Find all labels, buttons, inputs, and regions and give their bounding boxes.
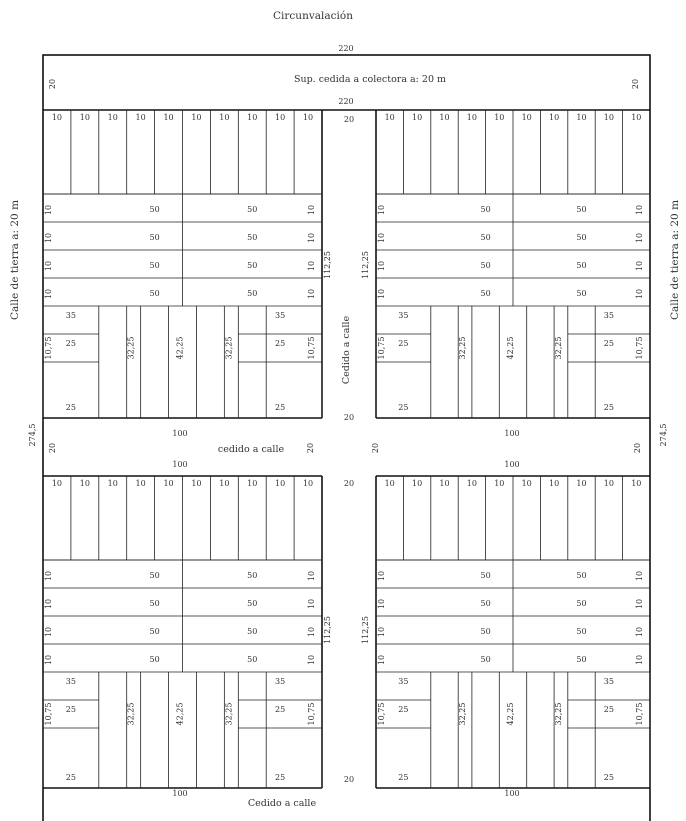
lot-width: 10 bbox=[247, 479, 258, 488]
lot-depth: 50 bbox=[480, 261, 491, 270]
block-width-upper: 100 bbox=[172, 429, 188, 438]
lot-width: 10,75 bbox=[307, 702, 316, 726]
lot-width: 10,75 bbox=[635, 702, 644, 726]
lot-width: 10 bbox=[549, 113, 560, 122]
lot-depth: 50 bbox=[480, 655, 491, 664]
lot-width: 10 bbox=[135, 479, 146, 488]
lot-depth: 50 bbox=[247, 655, 258, 664]
road-label-top: Circunvalación bbox=[273, 10, 353, 22]
lot-depth: 50 bbox=[149, 655, 160, 664]
street-grid bbox=[43, 110, 650, 788]
lot-depth: 32,25 bbox=[224, 336, 234, 360]
lot-width: 10 bbox=[275, 479, 286, 488]
lot-width: 10 bbox=[44, 570, 53, 582]
block-height-4: 112,25 bbox=[361, 616, 370, 644]
lot-width: 10,75 bbox=[307, 336, 316, 360]
lot-depth: 50 bbox=[149, 627, 160, 636]
lot-depth: 50 bbox=[576, 627, 587, 636]
lot-width: 10 bbox=[631, 479, 642, 488]
lot-width: 10 bbox=[439, 113, 450, 122]
lot-width: 10 bbox=[635, 260, 644, 272]
lot-width: 10 bbox=[275, 113, 286, 122]
lot-width: 10 bbox=[377, 288, 386, 300]
lot-depth: 42,25 bbox=[175, 702, 185, 726]
lot-width: 10 bbox=[44, 260, 53, 272]
bottom-street-label: Cedido a calle bbox=[247, 798, 317, 809]
lot-depth: 50 bbox=[149, 289, 160, 298]
lot-width: 10 bbox=[549, 479, 560, 488]
lot-depth: 25 bbox=[603, 339, 614, 348]
lot-depth: 50 bbox=[247, 571, 258, 580]
total-height-left: 274,5 bbox=[28, 423, 37, 447]
lot-width: 10 bbox=[79, 113, 90, 122]
street-width-3: 20 bbox=[343, 479, 355, 488]
total-width-top: 220 bbox=[338, 44, 354, 53]
lot-depth: 25 bbox=[65, 705, 76, 714]
lot-depth: 50 bbox=[576, 233, 587, 242]
lot-depth: 35 bbox=[603, 311, 614, 320]
lot-depth: 32,25 bbox=[126, 702, 136, 726]
lot-width: 10 bbox=[307, 626, 316, 638]
middle-street-label: cedido a calle bbox=[217, 444, 285, 455]
lot-width: 10 bbox=[377, 232, 386, 244]
lot-depth: 25 bbox=[275, 705, 286, 714]
lot-width: 10,75 bbox=[377, 336, 386, 360]
lot-depth: 50 bbox=[247, 261, 258, 270]
block-width-lower-right: 100 bbox=[504, 460, 520, 469]
lot-width: 10 bbox=[163, 113, 174, 122]
lot-width: 10 bbox=[107, 113, 118, 122]
lot-width: 10 bbox=[163, 479, 174, 488]
lot-depth: 25 bbox=[398, 403, 409, 412]
lot-depth: 32,25 bbox=[553, 702, 563, 726]
lot-width: 10 bbox=[466, 113, 477, 122]
lot-depth: 50 bbox=[480, 289, 491, 298]
lot-depth: 42,25 bbox=[506, 336, 515, 360]
lot-width: 10,75 bbox=[635, 336, 644, 360]
lot-width: 10 bbox=[79, 479, 90, 488]
lot-width: 10 bbox=[412, 113, 423, 122]
lot-width: 10 bbox=[576, 479, 587, 488]
lot-width: 10 bbox=[412, 479, 423, 488]
lot-width: 10 bbox=[307, 232, 316, 244]
lot-width: 10 bbox=[635, 570, 644, 582]
lot-depth: 50 bbox=[576, 205, 587, 214]
block-height-1: 112,25 bbox=[323, 251, 332, 279]
lot-depth: 25 bbox=[65, 339, 76, 348]
lot-depth: 50 bbox=[149, 205, 160, 214]
street-width-4: 20 bbox=[343, 775, 355, 784]
lot-width: 10 bbox=[466, 479, 477, 488]
lot-width: 10 bbox=[635, 288, 644, 300]
lot-width: 10 bbox=[494, 479, 505, 488]
lot-depth: 50 bbox=[149, 261, 160, 270]
lot-depth: 35 bbox=[603, 677, 614, 686]
collector-dim-right: 20 bbox=[631, 78, 640, 90]
lot-depth: 25 bbox=[275, 773, 286, 782]
lot-width: 10 bbox=[219, 479, 230, 488]
lot-blocks bbox=[43, 110, 650, 788]
lot-width: 10,75 bbox=[44, 336, 53, 360]
lot-depth: 42,25 bbox=[506, 702, 515, 726]
lot-depth: 32,25 bbox=[458, 336, 468, 360]
street-width-2: 20 bbox=[343, 413, 355, 422]
lot-depth: 50 bbox=[149, 571, 160, 580]
lot-depth: 25 bbox=[603, 773, 614, 782]
block-height-2: 112,25 bbox=[361, 251, 370, 279]
total-width-inner: 220 bbox=[338, 97, 354, 106]
lot-width: 10 bbox=[51, 479, 63, 488]
lot-depth: 50 bbox=[247, 627, 258, 636]
lot-depth: 50 bbox=[576, 261, 587, 270]
lot-width: 10 bbox=[44, 654, 53, 666]
lot-depth: 25 bbox=[65, 403, 76, 412]
mid-street-dim-2: 20 bbox=[306, 442, 315, 454]
vertical-street-label: Cedido a calle bbox=[341, 315, 352, 385]
lot-width: 10 bbox=[635, 232, 644, 244]
lot-depth: 50 bbox=[149, 233, 160, 242]
lot-depth: 35 bbox=[398, 677, 409, 686]
lot-depth: 50 bbox=[247, 233, 258, 242]
lot-width: 10 bbox=[521, 113, 532, 122]
lot-width: 10 bbox=[247, 113, 258, 122]
lot-width: 10 bbox=[603, 113, 614, 122]
mid-street-dim-4: 20 bbox=[633, 442, 642, 454]
lot-width: 10 bbox=[44, 232, 53, 244]
lot-width: 10 bbox=[219, 113, 230, 122]
lot-width: 10 bbox=[44, 626, 53, 638]
lot-width: 10 bbox=[44, 598, 53, 610]
mid-street-dim-1: 20 bbox=[48, 442, 57, 454]
lot-width: 10 bbox=[307, 288, 316, 300]
lot-width: 10 bbox=[635, 626, 644, 638]
lot-depth: 42,25 bbox=[175, 336, 185, 360]
lot-depth: 50 bbox=[576, 655, 587, 664]
lot-depth: 50 bbox=[576, 571, 587, 580]
block-height-3: 112,25 bbox=[323, 616, 332, 644]
lot-width: 10 bbox=[377, 204, 386, 216]
lot-width: 10 bbox=[307, 204, 316, 216]
lot-depth: 25 bbox=[65, 773, 76, 782]
lot-width: 10 bbox=[307, 260, 316, 272]
lot-width: 10 bbox=[191, 113, 202, 122]
lot-depth: 50 bbox=[576, 599, 587, 608]
lot-depth: 50 bbox=[480, 627, 491, 636]
lot-width: 10 bbox=[631, 113, 642, 122]
road-label-right: Calle de tierra a: 20 m bbox=[669, 199, 681, 321]
lot-width: 10,75 bbox=[377, 702, 386, 726]
lot-depth: 35 bbox=[65, 311, 76, 320]
lot-width: 10 bbox=[307, 570, 316, 582]
lot-width: 10 bbox=[307, 598, 316, 610]
lot-width: 10 bbox=[384, 479, 395, 488]
lot-depth: 25 bbox=[603, 403, 614, 412]
lot-depth: 25 bbox=[603, 705, 614, 714]
lot-depth: 50 bbox=[247, 289, 258, 298]
lot-depth: 32,25 bbox=[553, 336, 563, 360]
mid-street-dim-3: 20 bbox=[371, 442, 380, 454]
lot-width: 10 bbox=[44, 288, 53, 300]
lot-depth: 50 bbox=[149, 599, 160, 608]
lot-width: 10 bbox=[377, 654, 386, 666]
lot-width: 10 bbox=[107, 479, 118, 488]
lot-width: 10 bbox=[302, 113, 314, 122]
lot-width: 10 bbox=[307, 654, 316, 666]
lot-width: 10 bbox=[302, 479, 314, 488]
lot-depth: 32,25 bbox=[458, 702, 468, 726]
lot-width: 10 bbox=[635, 654, 644, 666]
lot-depth: 50 bbox=[247, 205, 258, 214]
lot-depth: 50 bbox=[480, 205, 491, 214]
lot-width: 10,75 bbox=[44, 702, 53, 726]
lot-width: 10 bbox=[377, 626, 386, 638]
collector-dim-left: 20 bbox=[48, 78, 57, 90]
lot-width: 10 bbox=[44, 204, 53, 216]
street-width-1: 20 bbox=[343, 115, 355, 124]
lot-depth: 50 bbox=[480, 571, 491, 580]
lot-depth: 32,25 bbox=[224, 702, 234, 726]
lot-width: 10 bbox=[384, 113, 395, 122]
lot-width: 10 bbox=[439, 479, 450, 488]
lot-width: 10 bbox=[521, 479, 532, 488]
lot-width: 10 bbox=[377, 570, 386, 582]
lot-depth: 50 bbox=[480, 233, 491, 242]
lot-depth: 35 bbox=[275, 677, 286, 686]
block-width-upper-right: 100 bbox=[504, 429, 520, 438]
lot-width: 10 bbox=[494, 113, 505, 122]
lot-depth: 35 bbox=[398, 311, 409, 320]
lot-depth: 25 bbox=[398, 339, 409, 348]
lot-width: 10 bbox=[603, 479, 614, 488]
lot-depth: 50 bbox=[576, 289, 587, 298]
block-width-bottom-right: 100 bbox=[504, 789, 520, 798]
lot-depth: 50 bbox=[247, 599, 258, 608]
lot-depth: 25 bbox=[398, 773, 409, 782]
lot-depth: 25 bbox=[275, 339, 286, 348]
road-label-left: Calle de tierra a: 20 m bbox=[9, 199, 21, 321]
total-height-right: 274,5 bbox=[659, 423, 668, 447]
lot-width: 10 bbox=[377, 260, 386, 272]
lot-depth: 25 bbox=[398, 705, 409, 714]
lot-width: 10 bbox=[191, 479, 202, 488]
lot-depth: 35 bbox=[275, 311, 286, 320]
block-width-lower: 100 bbox=[172, 460, 188, 469]
lot-width: 10 bbox=[635, 598, 644, 610]
lot-depth: 25 bbox=[275, 403, 286, 412]
lot-width: 10 bbox=[135, 113, 146, 122]
block-width-bottom: 100 bbox=[172, 789, 188, 798]
collector-label: Sup. cedida a colectora a: 20 m bbox=[293, 74, 447, 85]
lot-width: 10 bbox=[635, 204, 644, 216]
lot-depth: 32,25 bbox=[126, 336, 136, 360]
lot-width: 10 bbox=[51, 113, 63, 122]
lot-depth: 50 bbox=[480, 599, 491, 608]
lot-width: 10 bbox=[576, 113, 587, 122]
lot-width: 10 bbox=[377, 598, 386, 610]
lot-depth: 35 bbox=[65, 677, 76, 686]
